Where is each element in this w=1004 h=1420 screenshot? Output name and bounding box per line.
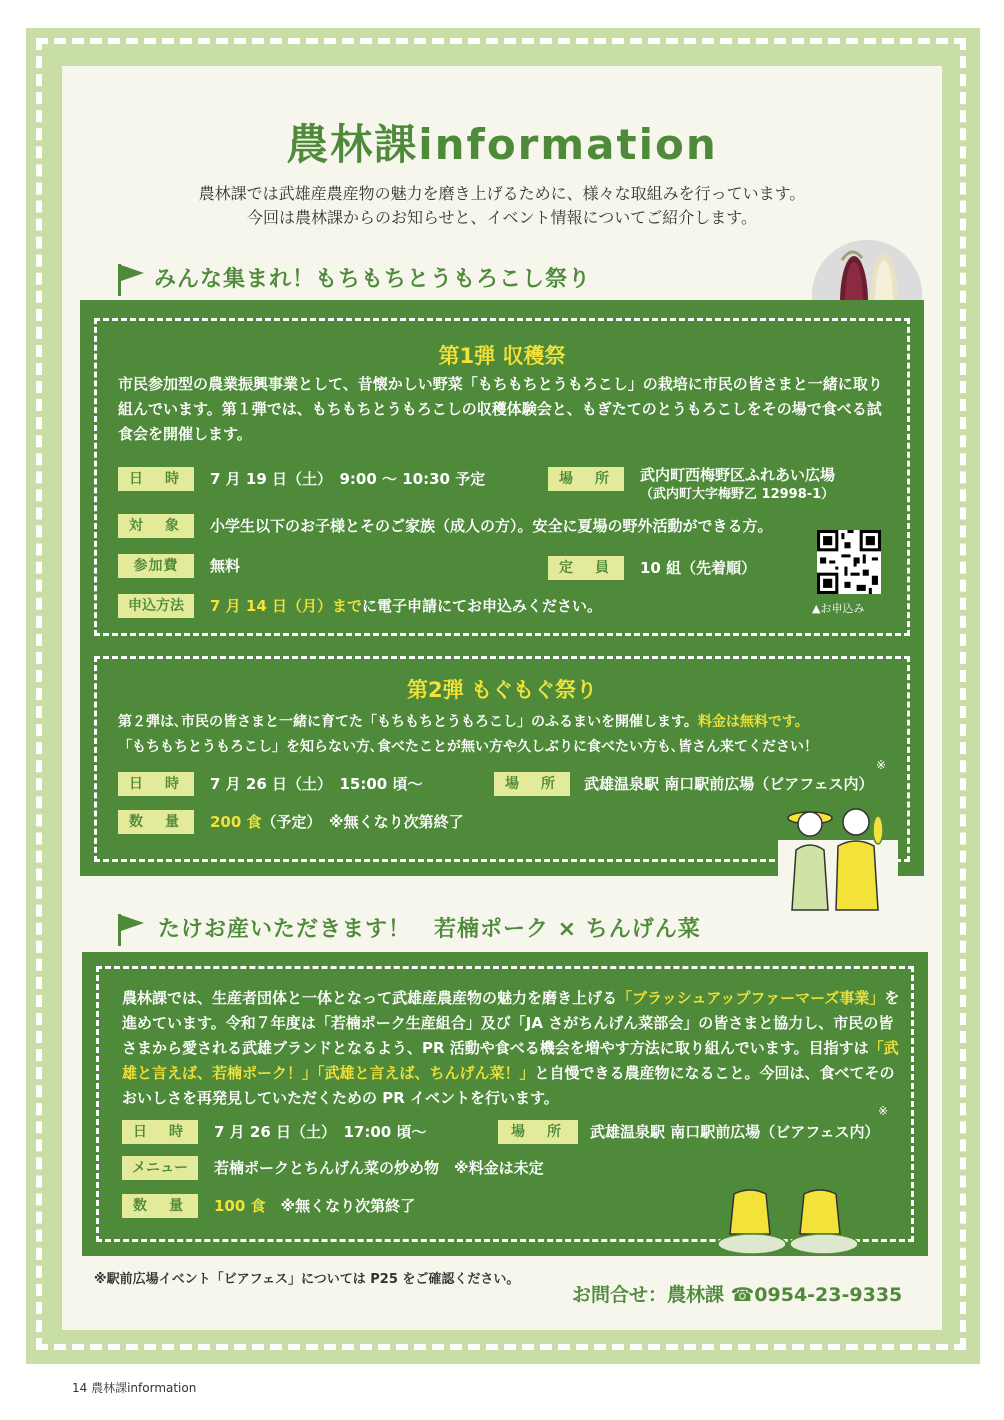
event1-apply [210, 595, 602, 617]
section2-place-mark: ※ [878, 1104, 889, 1118]
intro-line-1: 農林課では武雄産農産物の魅力を磨き上げるために、様々な取組みを行っています。 [198, 184, 806, 203]
event2-place: 武雄温泉駅 南口駅前広場（ビアフェス内） [584, 775, 874, 793]
section2-desc-a: 農林課では、生産者団体と一体となって武雄産農産物の魅力を磨き上げる [122, 989, 618, 1007]
event2-place-mark: ※ [876, 758, 887, 772]
event1-title: 第1弾 収穫祭 [438, 344, 566, 368]
section2-menu-label: メニュー [122, 1156, 198, 1180]
event1-date-label: 日 時 [118, 467, 194, 491]
section2-menu: 若楠ポークとちんげん菜の炒め物 ※料金は未定 [214, 1159, 544, 1177]
event1-apply-deadline: 7 月 14 日（月）まで [210, 597, 362, 615]
flag-icon [116, 262, 146, 296]
event2-desc-line-1 [118, 710, 908, 735]
farmers-illustration [712, 1154, 862, 1254]
section2-desc-e: と自慢できる農産物になること。今回は、食べてそのおいしさを再発見していただくための PR イベントを行います。 [122, 1064, 895, 1107]
event2-description [118, 710, 908, 760]
section2-desc-c: を進めています。令和７年度は「若楠ポーク生産組合」及び「JA さがちんげん菜部会」の皆さまと協力し、市民の皆さまから愛される武雄ブランドとなるよう、PR 活動や食べる機会を増やす方法に取り組んでいます。目指すは [122, 989, 900, 1057]
event2-desc-line-2: 「もちもちとうもろこし」を知らない方､食べたことが無い方や久しぶりに食べたい方も､皆さん来てください！ [118, 739, 818, 755]
event1-description: 市民参加型の農業振興事業として、昔懐かしい野菜「もちもちとうもろこし」の栽培に市民の皆さまと一緒に取り組んでいます。第１弾では、もちもちとうもろこしの収穫体験会と、もぎたてのとうもろこしをその場で食べる試食会を開催します。 [118, 375, 883, 443]
page-footer: 14 農林課information [72, 1381, 197, 1395]
section2-place-label: 場 所 [498, 1120, 578, 1144]
event1-apply-label: 申込方法 [118, 594, 194, 618]
event1-fee: 無料 [210, 557, 241, 575]
section2-place: 武雄温泉駅 南口駅前広場（ビアフェス内） [590, 1123, 880, 1141]
section2-project-name: 「ブラッシュアップファーマーズ事業」 [617, 989, 885, 1007]
event1-target: 小学生以下のお子様とそのご家族（成人の方）。安全に夏場の野外活動ができる方。 [210, 517, 773, 535]
section2-description [122, 986, 900, 1111]
event2-free-highlight: 料金は無料です。 [697, 714, 809, 730]
event2-place-label: 場 所 [494, 772, 570, 796]
event1-place-sub: （武内町大字梅野乙 12998-1） [640, 487, 835, 502]
section2-qty-value: 100 食 [214, 1197, 266, 1215]
event2-qty-label: 数 量 [118, 810, 194, 834]
qr-code[interactable] [817, 530, 881, 594]
section2-heading: たけお産いただきます！ 若楠ポーク × ちんげん菜 [158, 917, 701, 942]
page-title: 農林課information [286, 120, 718, 169]
event1-target-label: 対 象 [118, 514, 194, 538]
contact-info: お問合せ：農林課 ☎0954-23-9335 [572, 1284, 903, 1306]
section2-slogan: 「武雄と言えば、若楠ポーク！」「武雄と言えば、ちんげん菜！」 [122, 1039, 899, 1082]
event2-qty [210, 811, 464, 833]
event2-desc-text: 第２弾は､市民の皆さまと一緒に育てた「もちもちとうもろこし」のふるまいを開催します。 [118, 714, 698, 730]
event2-date: 7 月 26 日（土） 15:00 頃〜 [210, 775, 423, 793]
section2-date: 7 月 26 日（土） 17:00 頃〜 [214, 1123, 427, 1141]
section2-qty-label: 数 量 [122, 1194, 198, 1218]
event2-date-label: 日 時 [118, 772, 194, 796]
section2-qty [214, 1195, 415, 1217]
section2-date-label: 日 時 [122, 1120, 198, 1144]
event2-qty-value: 200 食 [210, 813, 262, 831]
event2-title: 第2弾 もぐもぐ祭り [407, 678, 597, 702]
qr-caption: ▲お申込み [812, 602, 865, 615]
intro-text [0, 182, 1004, 230]
event1-capacity-label: 定 員 [548, 556, 624, 580]
beer-fes-note: ※駅前広場イベント「ビアフェス」については P25 をご確認ください。 [94, 1272, 520, 1287]
flag-icon [116, 912, 146, 946]
event1-place-label: 場 所 [548, 467, 624, 491]
event1-apply-text: に電子申請にてお申込みください。 [361, 597, 602, 615]
intro-line-2: 今回は農林課からのお知らせと、イベント情報についてご紹介します。 [247, 208, 757, 227]
people-corn-illustration [778, 800, 898, 912]
section1-heading: みんな集まれ！もちもちとうもろこし祭り [154, 267, 592, 292]
event1-fee-label: 参加費 [118, 554, 194, 578]
section2-qty-note: ※無くなり次第終了 [265, 1197, 416, 1215]
event2-qty-note: （予定） ※無くなり次第終了 [261, 813, 464, 831]
event1-date: 7 月 19 日（土） 9:00 〜 10:30 予定 [210, 470, 486, 488]
event1-place: 武内町西梅野区ふれあい広場 [640, 466, 836, 484]
event1-capacity: 10 組（先着順） [640, 559, 757, 577]
